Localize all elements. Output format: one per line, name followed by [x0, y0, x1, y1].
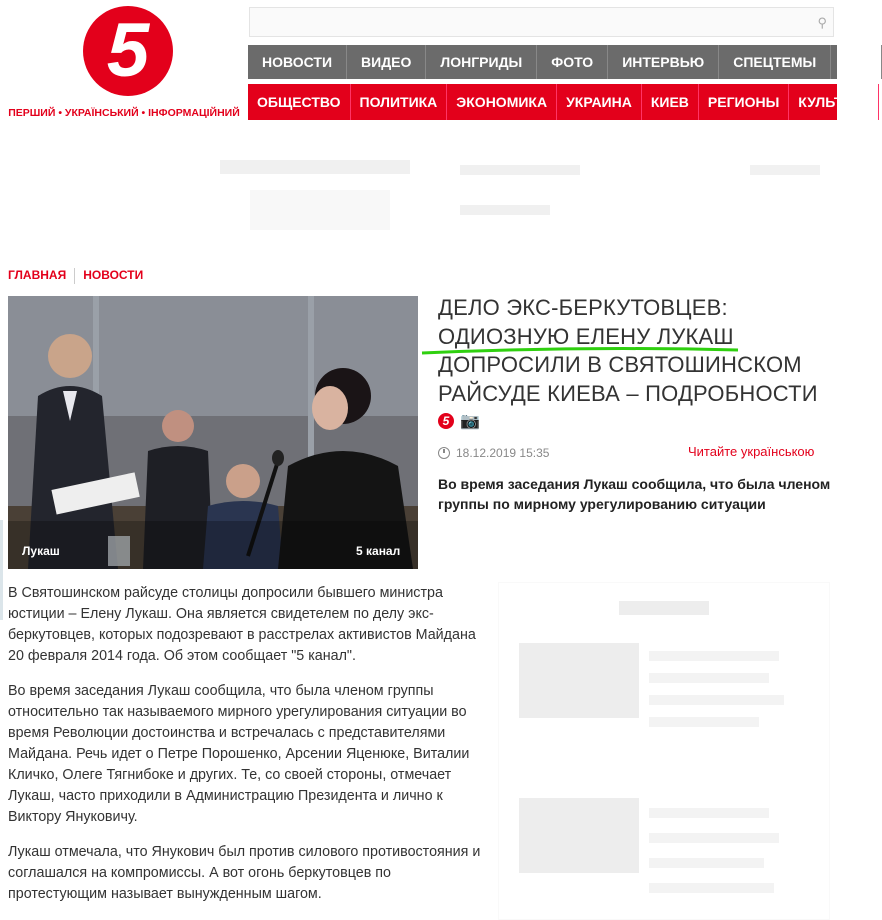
clock-icon	[438, 447, 450, 459]
search-input[interactable]	[250, 8, 806, 36]
nav-culture[interactable]: КУЛЬТУРА	[789, 84, 879, 120]
sidebar-thumb[interactable]	[519, 643, 639, 718]
nav-news[interactable]: НОВОСТИ	[248, 45, 347, 79]
breadcrumb-news[interactable]: НОВОСТИ	[83, 268, 144, 282]
article-title: ДЕЛО ЭКС-БЕРКУТОВЦЕВ: ОДИОЗНУЮ ЕЛЕНУ ЛУКАШ ДОПРОСИЛИ В СВЯТОШИНСКОМ РАЙСУДЕ КИЕВА – ПОДРОБНОСТИ	[438, 295, 818, 406]
sidebar-line	[649, 651, 779, 661]
read-ukrainian-link[interactable]: Читайте українською	[688, 444, 815, 459]
nav-politics[interactable]: ПОЛИТИКА	[351, 84, 448, 120]
date-row	[438, 446, 549, 460]
nav-interview[interactable]: ИНТЕРВЬЮ	[608, 45, 719, 79]
courtroom-photo-illustration	[8, 296, 418, 569]
nav-ukraine[interactable]: УКРАИНА	[557, 84, 642, 120]
ad-block	[460, 205, 550, 215]
breadcrumb-home[interactable]: ГЛАВНАЯ	[8, 268, 67, 282]
nav-economy[interactable]: ЭКОНОМИКА	[447, 84, 557, 120]
site-logo[interactable]	[0, 0, 248, 140]
primary-nav	[248, 45, 867, 79]
breadcrumb	[8, 268, 143, 284]
green-underline-annotation	[420, 344, 740, 358]
nav-society[interactable]: ОБЩЕСТВО	[248, 84, 351, 120]
camera-icon: 📷	[460, 413, 480, 430]
category-nav	[248, 84, 870, 120]
sidebar-line	[649, 833, 779, 843]
source-row	[438, 411, 480, 431]
photo-caption-subject: Лукаш	[22, 544, 60, 558]
photo-caption-source: 5 канал	[356, 544, 401, 558]
sidebar-heading-placeholder	[619, 601, 709, 615]
sidebar-line	[649, 883, 774, 893]
ad-block	[220, 160, 410, 174]
article-paragraph: Лукаш отмечала, что Янукович был против силового противостояния и соглашался на компромиссы. А вот огонь беркутовцев по протестующим называет вынужденным шагом.	[8, 844, 481, 902]
article-lead: Во время заседания Лукаш сообщила, что была членом группы по мирному урегулированию ситуации	[438, 476, 831, 512]
nav-regions[interactable]: РЕГИОНЫ	[699, 84, 789, 120]
nav-special-topics[interactable]: СПЕЦТЕМЫ	[719, 45, 831, 79]
ad-block	[250, 190, 390, 230]
ad-block	[460, 165, 580, 175]
nav-longreads[interactable]: ЛОНГРИДЫ	[426, 45, 537, 79]
page-edge-strip	[0, 520, 3, 620]
nav-more[interactable]: АФ	[831, 45, 882, 79]
sidebar-line	[649, 695, 784, 705]
sidebar-line	[649, 808, 769, 818]
article-paragraph: В Святошинском райсуде столицы допросили бывшего министра юстиции – Елену Лукаш. Она является свидетелем по делу экс-беркутовцев, которых подозревают в расстрелах активистов Майдана 20 февраля 2014 года. Об этом сообщает "5 канал".	[8, 585, 476, 664]
channel-5-icon[interactable]: 5	[438, 413, 454, 429]
sidebar-news-box	[498, 582, 830, 920]
sidebar-line	[649, 717, 759, 727]
search-bar	[249, 7, 834, 37]
nav-kyiv[interactable]: КИЕВ	[642, 84, 699, 120]
search-icon[interactable]: ⚲	[817, 15, 827, 30]
ad-banner[interactable]	[210, 140, 837, 240]
breadcrumb-divider	[74, 268, 75, 284]
sidebar-line	[649, 858, 764, 868]
sidebar-line	[649, 673, 769, 683]
article-paragraph: Во время заседания Лукаш сообщила, что была членом группы относительно так называемого мирного урегулирования ситуации во время Революции достоинства и встречалась с представителями Майдана. Речь идет о Петре Порошенко, Арсении Яценюке, Виталии Кличко, Олеге Тягнибоке и других. Те, со своей стороны, отмечает Лукаш, часто приходили в Администрацию Президента и лично к Виктору Януковичу.	[8, 683, 470, 825]
nav-video[interactable]: ВИДЕО	[347, 45, 426, 79]
sidebar-thumb[interactable]	[519, 798, 639, 873]
article-body	[8, 583, 488, 919]
publish-date: 18.12.2019 15:35	[456, 446, 550, 460]
logo-five-circle: 5	[83, 6, 173, 96]
logo-tagline: ПЕРШИЙ • УКРАЇНСЬКИЙ • ІНФОРМАЦІЙНИЙ	[8, 107, 240, 119]
nav-photo[interactable]: ФОТО	[537, 45, 608, 79]
article-photo[interactable]	[8, 296, 418, 569]
ad-block	[750, 165, 820, 175]
